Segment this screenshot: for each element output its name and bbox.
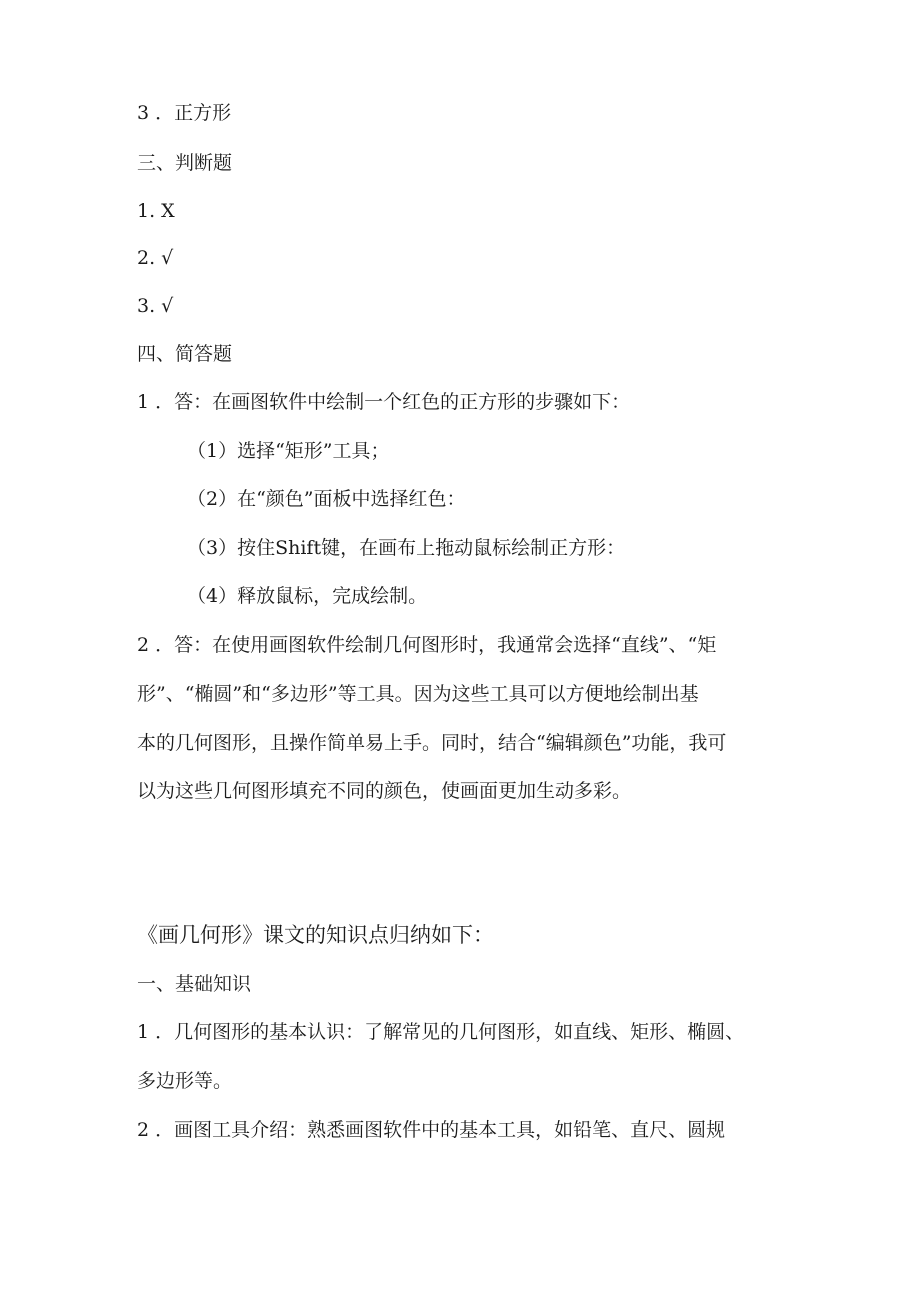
q1-step-3: （3）按住Shift键，在画布上拖动鼠标绘制正方形：	[187, 537, 626, 559]
q2-line-2: 形”、“椭圆”和“多边形”等工具。因为这些工具可以方便地绘制出基	[137, 683, 699, 705]
summary-title: 《画几何形》课文的知识点归纳如下：	[137, 923, 494, 947]
answer-item-3: 3 ．正方形	[137, 102, 232, 124]
point-1-line-1: 1 ．几何图形的基本认识：了解常见的几何图形，如直线、矩形、椭圆、	[137, 1021, 745, 1043]
section-4-title: 四、简答题	[137, 343, 233, 365]
judge-answer-3: 3. √	[137, 295, 174, 317]
judge-answer-2: 2. √	[137, 247, 174, 269]
summary-section-1-title: 一、基础知识	[137, 973, 252, 995]
q1-step-1: （1）选择“矩形”工具；	[187, 440, 390, 462]
q2-line-3: 本的几何图形，且操作简单易上手。同时，结合“编辑颜色”功能，我可	[137, 732, 727, 754]
q1-step-4: （4）释放鼠标，完成绘制。	[187, 585, 428, 607]
q2-line-4: 以为这些几何图形填充不同的颜色，使画面更加生动多彩。	[137, 780, 632, 802]
point-2-line-1: 2 ．画图工具介绍：熟悉画图软件中的基本工具，如铅笔、直尺、圆规	[137, 1119, 726, 1141]
section-3-title: 三、判断题	[137, 152, 233, 174]
q1-intro: 1 ．答：在画图软件中绘制一个红色的正方形的步骤如下：	[137, 391, 631, 413]
judge-answer-1: 1. X	[137, 200, 175, 222]
q1-step-2: （2）在“颜色”面板中选择红色：	[187, 488, 466, 510]
point-1-line-2: 多边形等。	[137, 1070, 233, 1092]
q2-line-1: 2 ．答：在使用画图软件绘制几何图形时，我通常会选择“直线”、“矩	[137, 634, 717, 656]
